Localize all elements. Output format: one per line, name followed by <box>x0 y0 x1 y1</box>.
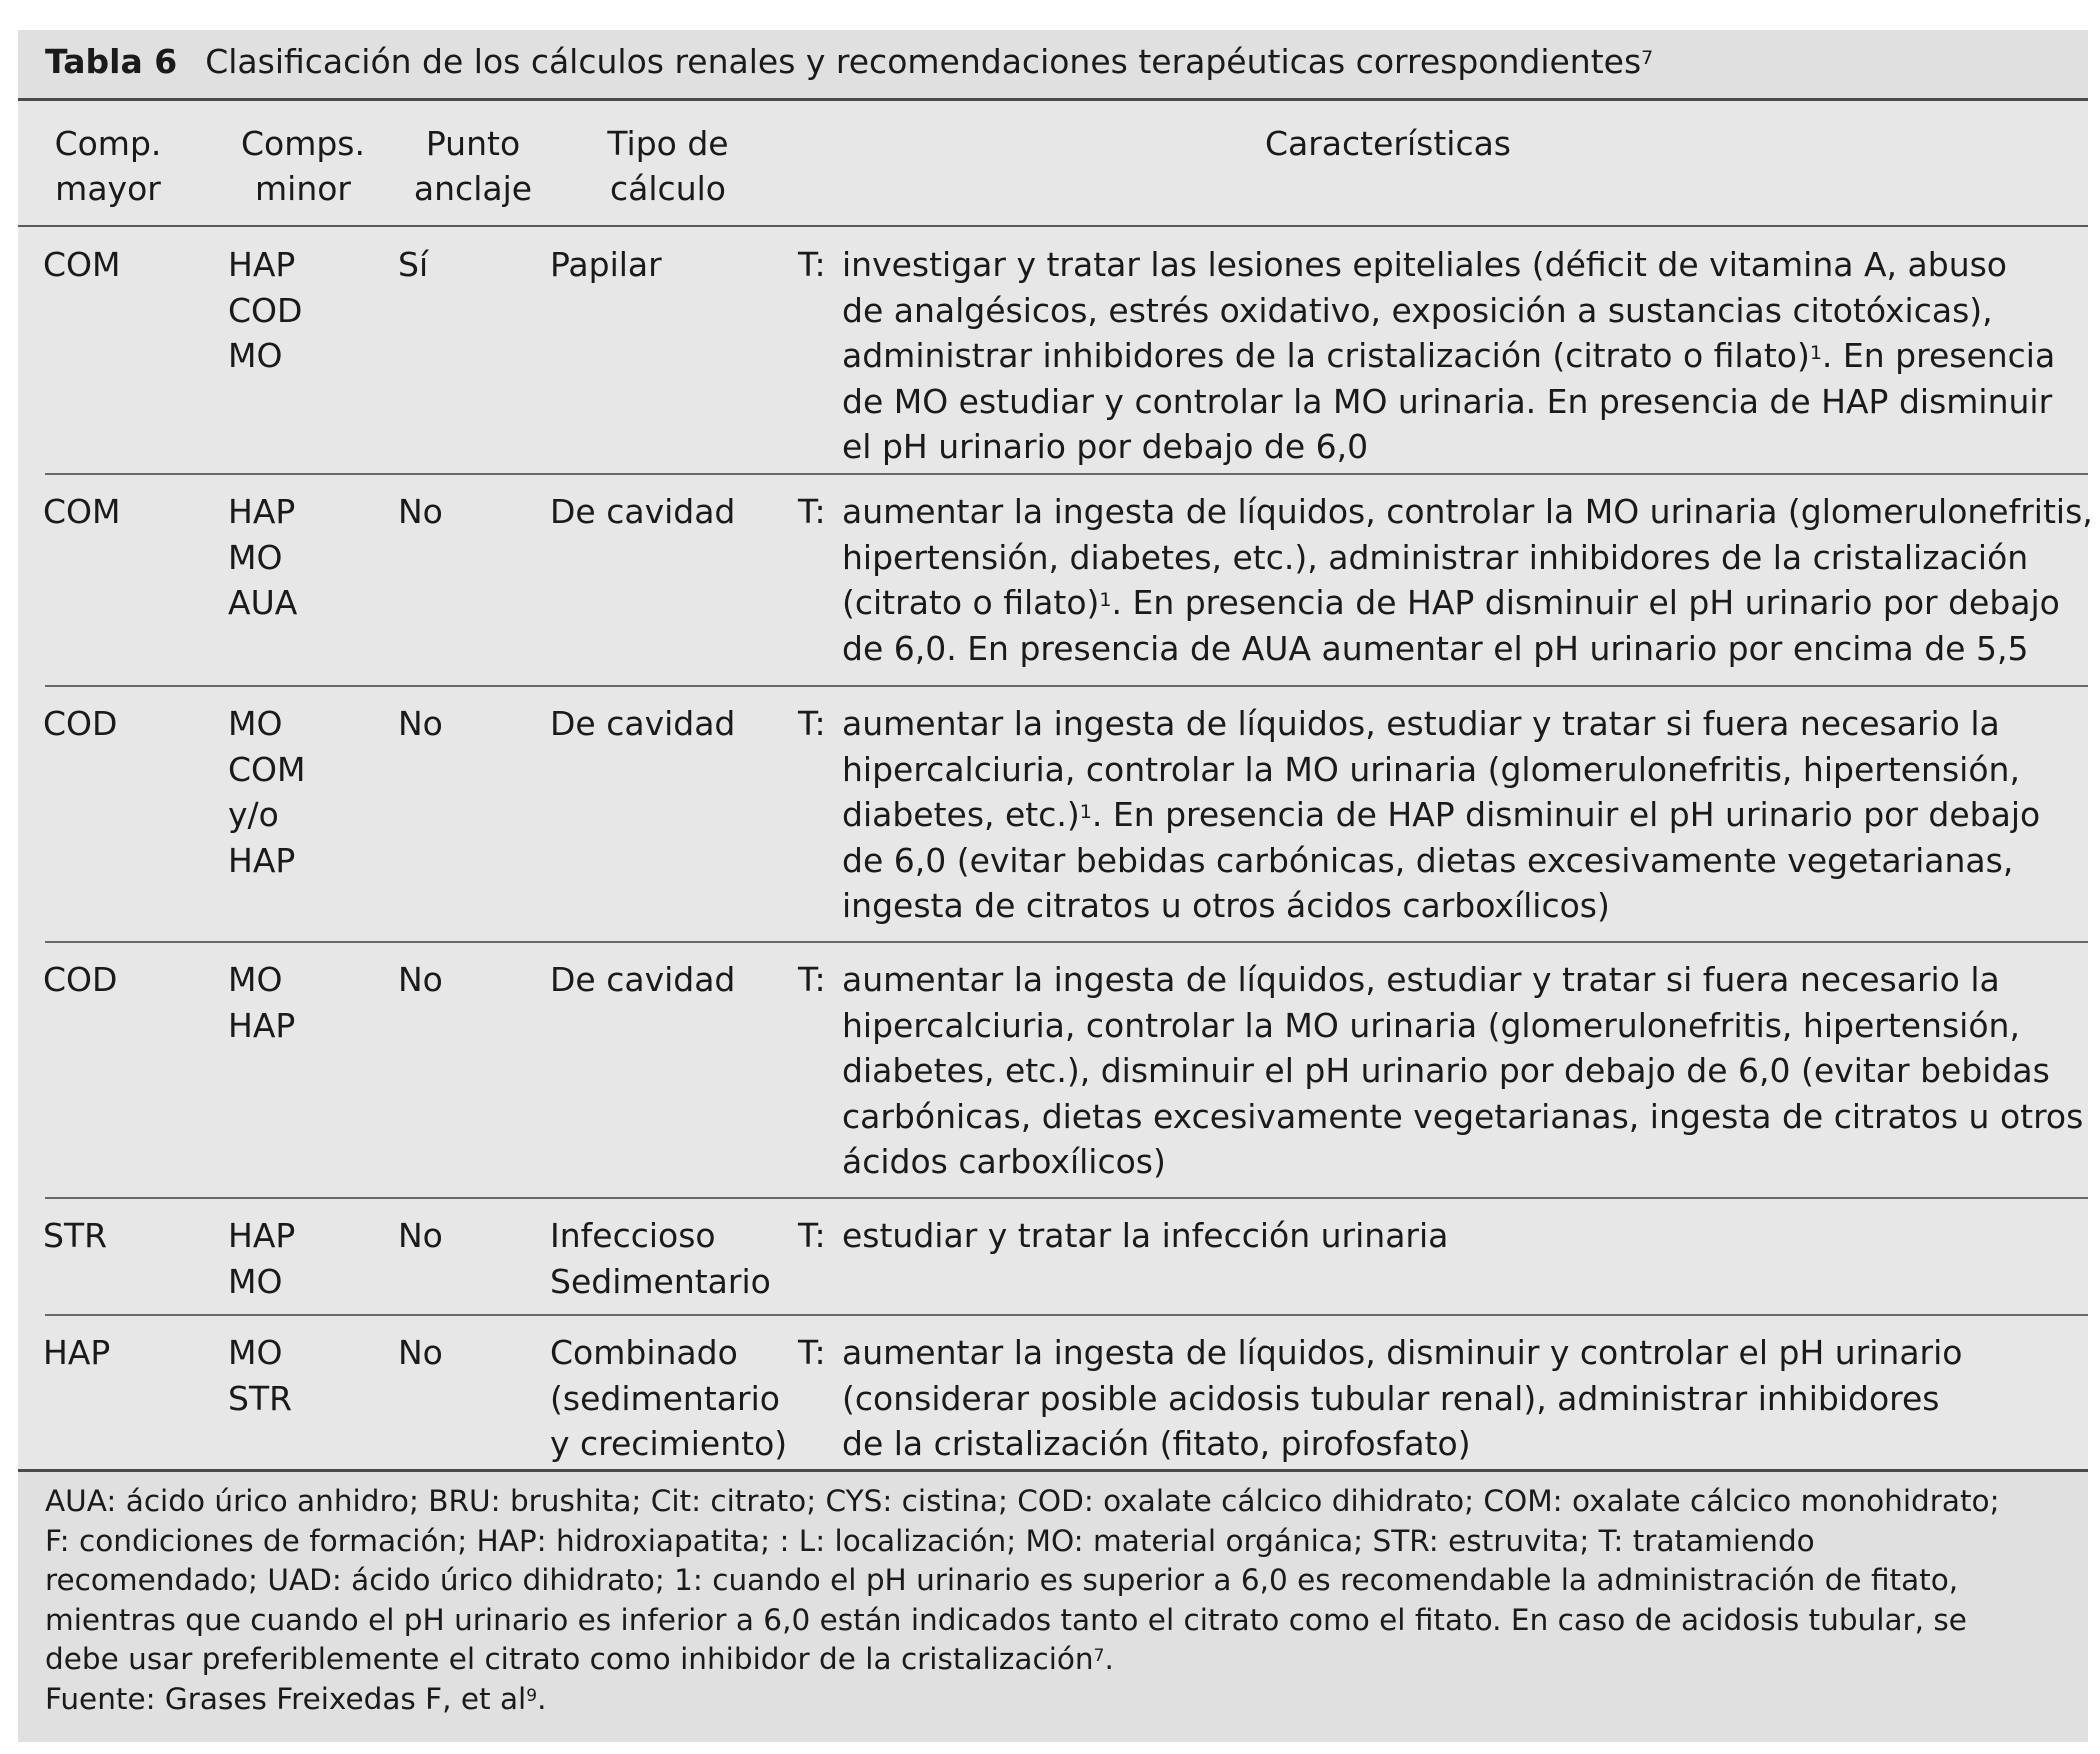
desc-line: hipercalciuria, controlar la MO urinaria (glomerulonefritis, hipertensión, <box>842 749 2020 789</box>
desc-line: de MO estudiar y controlar la MO urinaria. En presencia de HAP disminuir <box>842 381 2053 421</box>
treatment-prefix: T: <box>798 492 826 531</box>
minor-item: MO <box>228 336 283 375</box>
treatment-prefix: T: <box>798 1216 826 1255</box>
cell-comp-mayor: STR <box>43 1216 108 1255</box>
cell-tipo-calculo <box>550 957 735 1003</box>
tipo-line: y crecimiento) <box>550 1424 788 1463</box>
footnote-ref: 1 <box>1079 801 1092 823</box>
footnote-line: recomendado; UAD: ácido úrico dihidrato; 1: cuando el pH urinario es superior a 6,0 es recomendable la administración de fitato, <box>45 1563 1959 1597</box>
title-reference: 7 <box>1641 47 1654 69</box>
desc-line: de la cristalización (fitato, pirofosfato) <box>842 1424 1471 1463</box>
minor-item: MO <box>228 1333 283 1372</box>
cell-punto-anclaje: Sí <box>398 245 429 284</box>
cell-comps-minor <box>228 1330 292 1421</box>
desc-line: ácidos carboxílicos) <box>842 1142 1166 1181</box>
header-comp-mayor-line: mayor <box>55 169 161 208</box>
desc-text: . En presencia <box>1821 336 2056 375</box>
cell-comps-minor <box>228 1213 295 1304</box>
cell-punto-anclaje: No <box>398 1333 443 1372</box>
desc-text: (citrato o filato) <box>842 583 1100 622</box>
treatment-prefix: T: <box>798 704 826 743</box>
desc-text: . En presencia de HAP disminuir el pH urinario por debajo <box>1091 795 2041 834</box>
tipo-line: (sedimentario <box>550 1378 780 1418</box>
header-punto-anclaje-line: anclaje <box>413 169 533 208</box>
treatment-prefix: T: <box>798 960 826 999</box>
table-title-text: Clasificación de los cálculos renales y recomendaciones terapéuticas correspondientes <box>205 42 1642 81</box>
minor-item: HAP <box>228 1005 296 1045</box>
footnote-ref: 1 <box>1809 342 1822 364</box>
desc-line <box>842 580 2093 626</box>
cell-punto-anclaje: No <box>398 704 443 743</box>
tipo-line: Infeccioso <box>550 1216 716 1255</box>
table-row <box>18 1316 2088 1466</box>
footnote-line: AUA: ácido úrico anhidro; BRU: brushita; Cit: citrato; CYS: cistina; COD: oxalate cálcico dihidrato; COM: oxalate cálcico monohidrato; <box>45 1484 2000 1518</box>
header-tipo-calculo-line: cálculo <box>610 169 726 208</box>
desc-line <box>842 333 2055 379</box>
desc-line: aumentar la ingesta de líquidos, controlar la MO urinaria (glomerulonefritis, <box>842 492 2093 531</box>
tipo-line: Papilar <box>550 245 662 284</box>
minor-item: MO <box>228 1261 283 1301</box>
desc-line: hipertensión, diabetes, etc.), administrar inhibidores de la cristalización <box>842 537 2029 577</box>
treatment-prefix: T: <box>798 1333 826 1372</box>
desc-line: aumentar la ingesta de líquidos, disminuir y controlar el pH urinario <box>842 1333 1963 1372</box>
footnote-text-part: debe usar preferiblemente el citrato como inhibidor de la cristalización <box>45 1642 1094 1676</box>
desc-line: (considerar posible acidosis tubular renal), administrar inhibidores <box>842 1378 1940 1418</box>
cell-comp-mayor: HAP <box>43 1333 111 1372</box>
minor-item: STR <box>228 1378 293 1418</box>
cell-tipo-calculo <box>550 1330 787 1467</box>
footnote-text-part: . <box>1104 1642 1114 1676</box>
tipo-line: De cavidad <box>550 704 736 743</box>
desc-text: administrar inhibidores de la cristalización (citrato o filato) <box>842 336 1810 375</box>
tipo-line: De cavidad <box>550 492 736 531</box>
cell-tipo-calculo <box>550 1213 771 1304</box>
cell-comps-minor <box>228 489 297 626</box>
desc-line: hipercalciuria, controlar la MO urinaria (glomerulonefritis, hipertensión, <box>842 1005 2020 1045</box>
header-caracteristicas: Características <box>1264 124 1512 163</box>
footnote-text <box>45 1482 2075 1719</box>
desc-line: diabetes, etc.), disminuir el pH urinario por debajo de 6,0 (evitar bebidas <box>842 1051 2050 1090</box>
desc-line: de analgésicos, estrés oxidativo, exposición a sustancias citotóxicas), <box>842 290 1993 330</box>
table-row <box>18 475 2093 685</box>
table-body <box>18 101 2093 1472</box>
footnote-line: F: condiciones de formación; HAP: hidroxiapatita; : L: localización; MO: material orgánica; STR: estruvita; T: tratamiendo <box>45 1523 1815 1558</box>
header-punto-anclaje <box>403 121 543 211</box>
footnote-line <box>45 1640 2075 1680</box>
cell-comp-mayor: COM <box>43 245 121 284</box>
source-text: Fuente: Grases Freixedas F, et al <box>45 1681 527 1716</box>
header-tipo-calculo-line: Tipo de <box>607 124 729 163</box>
table-footnotes <box>18 1472 2088 1742</box>
minor-item: MO <box>228 537 283 577</box>
table-row <box>18 943 2088 1197</box>
cell-punto-anclaje: No <box>398 960 443 999</box>
source-text: . <box>537 1681 547 1716</box>
desc-line: aumentar la ingesta de líquidos, estudiar y tratar si fuera necesario la <box>842 704 2000 743</box>
minor-item: HAP <box>228 245 296 284</box>
footnote-line: mientras que cuando el pH urinario es inferior a 6,0 están indicados tanto el citrato como el fitato. En caso de acidosis tubular, se <box>45 1602 1967 1637</box>
minor-item: HAP <box>228 492 296 531</box>
desc-line: aumentar la ingesta de líquidos, estudiar y tratar si fuera necesario la <box>842 960 2000 999</box>
table-caption <box>18 30 2088 101</box>
desc-line: carbónicas, dietas excesivamente vegetarianas, ingesta de citratos u otros <box>842 1096 2084 1136</box>
desc-line: de 6,0. En presencia de AUA aumentar el pH urinario por encima de 5,5 <box>842 628 2029 668</box>
minor-item: y/o <box>228 795 279 834</box>
desc-line: estudiar y tratar la infección urinaria <box>842 1216 1449 1255</box>
cell-punto-anclaje: No <box>398 492 443 531</box>
cell-punto-anclaje: No <box>398 1216 443 1255</box>
desc-text: diabetes, etc.) <box>842 795 1080 834</box>
desc-text: . En presencia de HAP disminuir el pH urinario por debajo <box>1111 583 2060 622</box>
header-tipo-calculo <box>593 121 743 211</box>
cell-comp-mayor: COM <box>43 492 121 531</box>
cell-tipo-calculo <box>550 701 735 747</box>
table-header <box>18 101 2088 226</box>
header-comp-mayor-line: Comp. <box>54 124 162 163</box>
table-title <box>45 42 1653 82</box>
footnote-ref: 9 <box>526 1685 538 1706</box>
desc-line: investigar y tratar las lesiones epiteliales (déficit de vitamina A, abuso <box>842 245 2007 284</box>
cell-comps-minor <box>228 242 302 379</box>
header-comps-minor <box>228 121 378 211</box>
header-comps-minor-line: minor <box>255 169 351 208</box>
minor-item: MO <box>228 704 283 743</box>
cell-comp-mayor: COD <box>43 960 118 999</box>
minor-item: MO <box>228 960 283 999</box>
cell-comps-minor <box>228 701 306 883</box>
minor-item: AUA <box>228 583 298 622</box>
cell-comp-mayor: COD <box>43 704 118 743</box>
desc-line <box>842 792 2040 838</box>
treatment-prefix: T: <box>798 245 826 284</box>
header-comp-mayor <box>43 121 173 211</box>
source-line <box>45 1680 2075 1720</box>
header-rule <box>18 225 2088 227</box>
table-row <box>18 1199 2088 1315</box>
desc-line: ingesta de citratos u otros ácidos carboxílicos) <box>842 886 1610 925</box>
minor-item: COM <box>228 749 306 789</box>
desc-line: el pH urinario por debajo de 6,0 <box>842 427 1369 466</box>
tipo-line: Combinado <box>550 1333 738 1372</box>
cell-comps-minor <box>228 957 295 1048</box>
desc-line: de 6,0 (evitar bebidas carbónicas, dietas excesivamente vegetarianas, <box>842 840 2014 880</box>
table-label: Tabla 6 <box>45 42 178 81</box>
tipo-line: Sedimentario <box>550 1261 771 1301</box>
cell-tipo-calculo <box>550 242 662 288</box>
cell-tipo-calculo <box>550 489 735 535</box>
footnote-ref: 1 <box>1099 589 1112 611</box>
minor-item: COD <box>228 290 303 330</box>
table-row <box>18 687 2088 941</box>
footnote-ref: 7 <box>1093 1646 1105 1666</box>
minor-item: HAP <box>228 1216 296 1255</box>
header-comps-minor-line: Comps. <box>240 124 365 163</box>
header-punto-anclaje-line: Punto <box>425 124 521 163</box>
minor-item: HAP <box>228 840 296 880</box>
tipo-line: De cavidad <box>550 960 736 999</box>
